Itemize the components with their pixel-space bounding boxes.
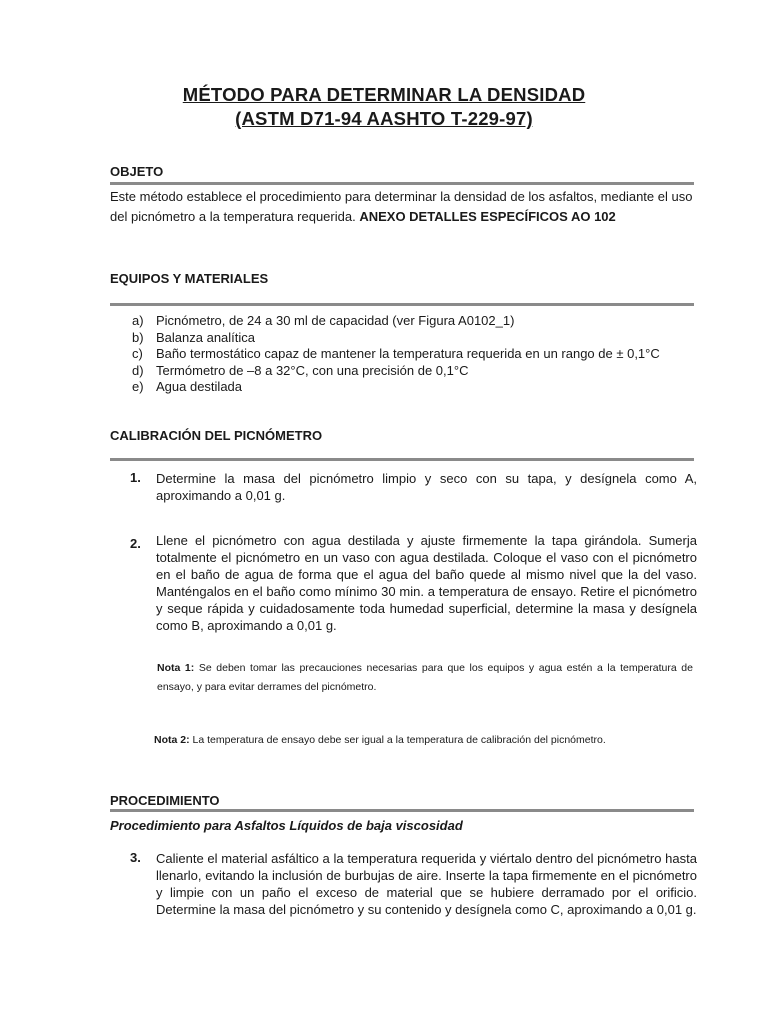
step-text: Determine la masa del picnómetro limpio y seco con su tapa, y desígnela como A, aproximando a 0,01 g.	[156, 471, 697, 503]
list-item	[132, 330, 255, 347]
list-marker: a)	[132, 313, 144, 328]
list-marker: c)	[132, 346, 143, 361]
note-label: Nota 2:	[154, 734, 190, 746]
list-item-text: Agua destilada	[156, 379, 243, 394]
objeto-paragraph	[110, 187, 694, 227]
step-number: 1.	[130, 470, 141, 485]
procedimiento-subheading: Procedimiento para Asfaltos Líquidos de baja viscosidad	[110, 818, 463, 833]
section-divider	[110, 809, 694, 812]
note-label: Nota 1:	[157, 662, 195, 674]
list-item-text: Picnómetro, de 24 a 30 ml de capacidad (ver Figura A0102_1)	[156, 313, 515, 328]
section-heading-calibracion: CALIBRACIÓN DEL PICNÓMETRO	[110, 428, 323, 443]
section-heading-equipos: EQUIPOS Y MATERIALES	[110, 271, 269, 286]
step-number: 3.	[130, 850, 141, 865]
list-marker: b)	[132, 329, 144, 345]
document-title-line1: MÉTODO PARA DETERMINAR LA DENSIDAD	[182, 84, 586, 105]
list-item	[132, 363, 468, 380]
note-text: Se deben tomar las precauciones necesarias para que los equipos y agua estén a la temperatura de ensayo, y para evitar derrames del picnómetro.	[157, 662, 693, 693]
section-heading-objeto: OBJETO	[110, 164, 164, 179]
list-item	[132, 379, 242, 396]
list-item-text: Baño termostático capaz de mantener la temperatura requerida en un rango de ± 0,1°C	[156, 346, 660, 361]
objeto-annex: ANEXO DETALLES ESPECÍFICOS AO 102	[359, 209, 616, 224]
list-item	[132, 346, 660, 363]
list-marker: d)	[132, 362, 144, 378]
step-text: Caliente el material asfáltico a la temperatura requerida y viértalo dentro del picnómetro hasta llenarlo, evitando la inclusión de burbujas de aire. Inserte la tapa firmemente en el picnómetro y limpie con un paño el exceso de material que se hubiere derramado por el orificio. Determine la masa del picnómetro y su contenido y desígnela como C, aproximando a 0,01 g.	[156, 851, 697, 917]
list-item	[132, 313, 514, 330]
list-marker: e)	[132, 379, 144, 394]
section-divider	[110, 303, 694, 306]
note-text: La temperatura de ensayo debe ser igual a la temperatura de calibración del picnómetro.	[192, 734, 606, 746]
section-heading-procedimiento: PROCEDIMIENTO	[110, 793, 220, 808]
list-item-text: Termómetro de –8 a 32°C, con una precisión de 0,1°C	[156, 362, 469, 378]
step-text: Llene el picnómetro con agua destilada y ajuste firmemente la tapa girándola. Sumerja totalmente el picnómetro en un vaso con agua destilada. Coloque el vaso con el picnómetro en el baño de agua de forma que el agua del baño quede al mismo nivel que la del vaso. Manténgalos en el baño como mínimo 30 min. a temperatura de ensayo. Retire el picnómetro y seque rápida y cuidadosamente toda humedad superficial, determine la masa y desígnela como B, aproximando a 0,01 g.	[156, 533, 697, 633]
step-number: 2.	[130, 536, 141, 551]
document-title-line2: (ASTM D71-94 AASHTO T-229-97)	[235, 108, 533, 129]
objeto-text: Este método establece el procedimiento para determinar la densidad de los asfaltos, mediante el uso del picnómetro a la temperatura requerida.	[110, 189, 693, 224]
note-2	[154, 731, 690, 750]
list-item-text: Balanza analítica	[156, 329, 256, 345]
section-divider	[110, 182, 694, 185]
note-1	[157, 659, 693, 697]
section-divider	[110, 458, 694, 461]
